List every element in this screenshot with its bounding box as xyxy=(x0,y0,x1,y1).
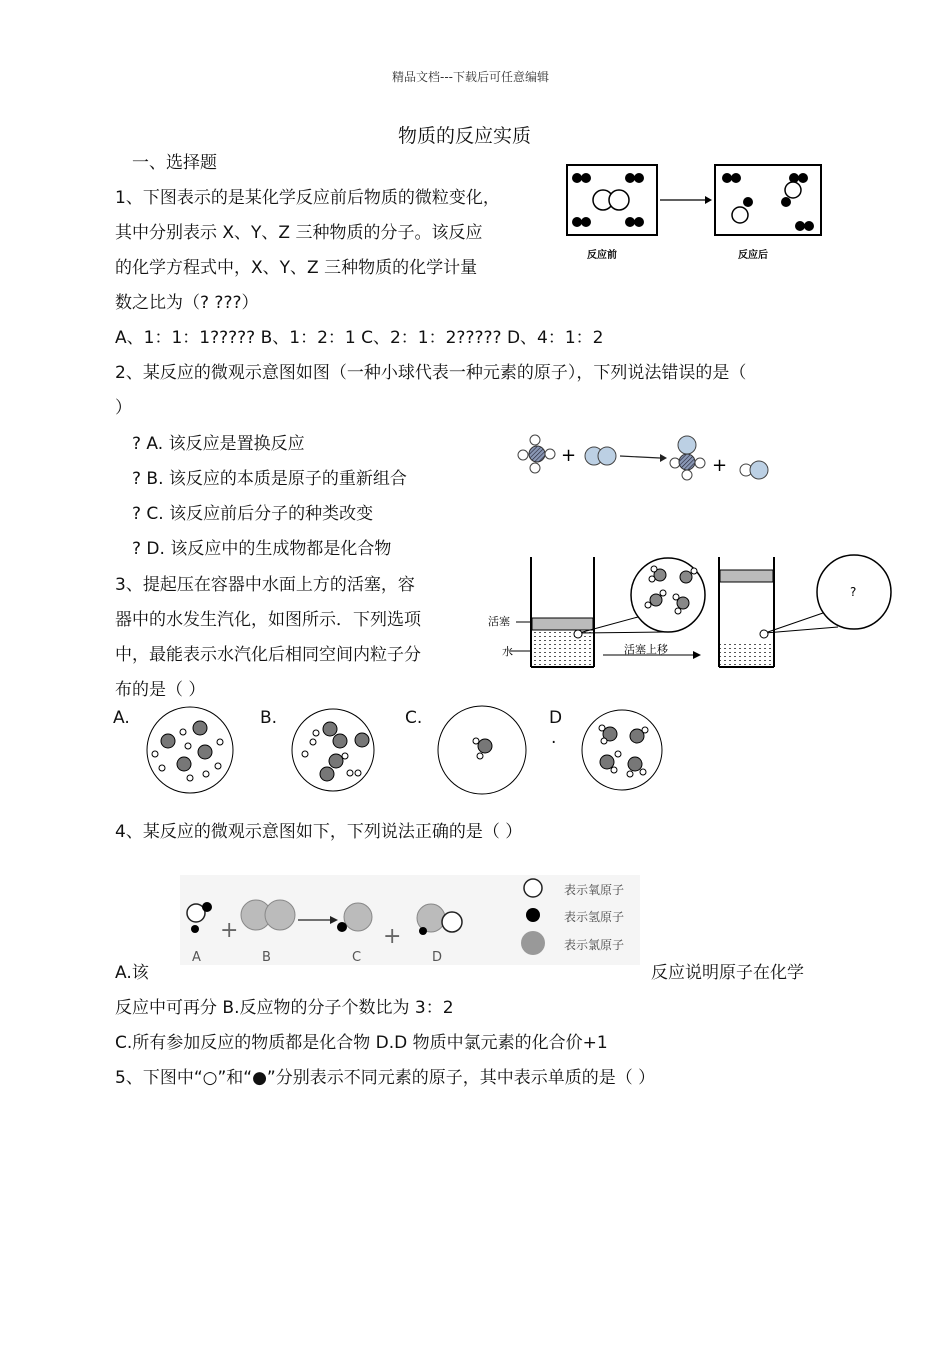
q4-option-a-start: A.该 xyxy=(115,963,149,983)
q4-label-b: B xyxy=(262,950,271,965)
q3-choice-circles xyxy=(140,706,670,796)
svg-text:+: + xyxy=(383,924,402,949)
page-title: 物质的反应实质 xyxy=(398,125,532,147)
q3-arrow-label: 活塞上移 xyxy=(624,643,668,656)
q4-option-a-end: 反应说明原子在化学 xyxy=(651,963,804,983)
q1-before-label: 反应前 xyxy=(587,250,617,261)
q4-figure xyxy=(180,875,640,965)
q3-line-1: 3、提起压在容器中水面上方的活塞，容 xyxy=(115,575,415,595)
q4-legend-hydrogen: 表示氢原子 xyxy=(564,910,625,924)
q4-legend-chlorine: 表示氯原子 xyxy=(564,938,625,952)
q3-choice-d-label: D xyxy=(549,708,563,728)
q1-line-3: 的化学方程式中，X、Y、Z 三种物质的化学计量 xyxy=(115,258,478,278)
q1-line-2: 其中分别表示 X、Y、Z 三种物质的分子。该反应 xyxy=(115,223,483,243)
q1-options: A、1：1：1????? B、1：2：1 C、2：1：2????? D、4：1：2 xyxy=(115,328,604,348)
q2-figure xyxy=(515,430,775,485)
q4-label-d: D xyxy=(432,950,443,965)
q3-piston-label: 活塞 xyxy=(488,615,510,628)
q1-after-label: 反应后 xyxy=(738,250,768,261)
q4-legend-oxygen: 表示氧原子 xyxy=(564,883,625,897)
q3-line-2: 器中的水发生汽化，如图所示．下列选项 xyxy=(115,610,421,630)
q2-option-b: ? B. 该反应的本质是原子的重新组合 xyxy=(132,469,407,489)
q2-option-d: ? D. 该反应中的生成物都是化合物 xyxy=(132,539,392,559)
q3-choice-d-dot: . xyxy=(551,728,557,748)
q4-stem: 4、某反应的微观示意图如下，下列说法正确的是（ ） xyxy=(115,822,523,842)
q2-stem-close: ） xyxy=(115,398,132,418)
q3-water-label: 水 xyxy=(502,645,513,658)
q4-label-c: C xyxy=(352,950,362,965)
svg-text:+: + xyxy=(712,455,728,476)
q3-question-mark: ? xyxy=(850,585,857,599)
q2-stem: 2、某反应的微观示意图如图（一种小球代表一种元素的原子），下列说法错误的是（ xyxy=(115,363,747,383)
page-header: 精品文档---下载后可任意编辑 xyxy=(392,70,549,84)
q1-line-1: 1、下图表示的是某化学反应前后物质的微粒变化， xyxy=(115,188,500,208)
q5-stem: 5、下图中“○”和“●”分别表示不同元素的原子，其中表示单质的是（ ） xyxy=(115,1068,656,1088)
q4-option-line-3: C.所有参加反应的物质都是化合物 D.D 物质中氯元素的化合价+1 xyxy=(115,1033,608,1053)
svg-text:+: + xyxy=(220,918,239,943)
q3-choice-b-label: B. xyxy=(260,708,278,728)
q3-figure xyxy=(488,555,898,675)
q2-option-a: ? A. 该反应是置换反应 xyxy=(132,434,305,454)
q3-line-3: 中，最能表示水汽化后相同空间内粒子分 xyxy=(115,645,421,665)
q2-option-c: ? C. 该反应前后分子的种类改变 xyxy=(132,504,374,524)
q1-figure xyxy=(560,160,840,270)
q3-choice-c-label: C. xyxy=(405,708,423,728)
q3-choice-a-label: A. xyxy=(113,708,130,728)
section-heading: 一、选择题 xyxy=(132,153,217,173)
svg-text:+: + xyxy=(561,445,577,466)
q4-label-a: A xyxy=(192,950,201,965)
q4-option-line-2: 反应中可再分 B.反应物的分子个数比为 3：2 xyxy=(115,998,454,1018)
q3-line-4: 布的是（ ） xyxy=(115,680,206,700)
q1-line-4: 数之比为（? ???） xyxy=(115,293,259,313)
